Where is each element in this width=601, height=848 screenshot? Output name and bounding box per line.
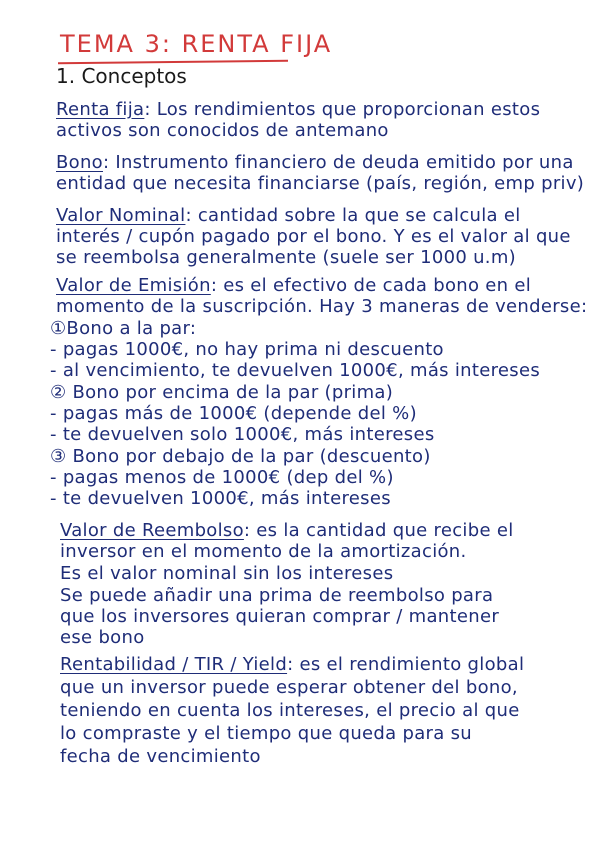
valor-reembolso-line-5: que los inversores quieran comprar / mantener — [60, 606, 500, 627]
rentabilidad-line-2: que un inversor puede esperar obtener del bono, — [60, 677, 518, 698]
valor-reembolso-line-2: inversor en el momento de la amortización. — [60, 541, 467, 562]
option-2-item-2: - te devuelven solo 1000€, más intereses — [50, 424, 435, 445]
option-1-heading: ①Bono a la par: — [50, 318, 197, 339]
option-3-item-2: - te devuelven 1000€, más intereses — [50, 488, 391, 509]
section-heading: 1. Conceptos — [56, 64, 187, 88]
valor-reembolso-line-4: Se puede añadir una prima de reembolso para — [60, 585, 494, 606]
valor-emision-term: Valor de Emisión — [56, 275, 211, 296]
option-3-item-1: - pagas menos de 1000€ (dep del %) — [50, 467, 394, 488]
valor-reembolso-line-6: ese bono — [60, 627, 145, 648]
valor-reembolso-line-1: Valor de Reembolso: es la cantidad que recibe el — [60, 520, 514, 541]
renta-fija-line-1: Renta fija: Los rendimientos que proporcionan estos — [56, 99, 541, 120]
valor-reembolso-term: Valor de Reembolso — [60, 520, 244, 541]
option-1-item-1: - pagas 1000€, no hay prima ni descuento — [50, 339, 444, 360]
option-1-item-2: - al vencimiento, te devuelven 1000€, más intereses — [50, 360, 540, 381]
valor-emision-line-1: Valor de Emisión: es el efectivo de cada bono en el — [56, 275, 532, 296]
option-2-item-1: - pagas más de 1000€ (depende del %) — [50, 403, 417, 424]
option-2-heading: ② Bono por encima de la par (prima) — [50, 382, 394, 403]
valor-reembolso-line-3: Es el valor nominal sin los intereses — [60, 563, 394, 584]
renta-fija-line-2: activos son conocidos de antemano — [56, 120, 389, 141]
valor-emision-line-2: momento de la suscripción. Hay 3 maneras de venderse: — [56, 296, 588, 317]
option-3-heading: ③ Bono por debajo de la par (descuento) — [50, 446, 431, 467]
rentabilidad-line-1: Rentabilidad / TIR / Yield: es el rendimiento global — [60, 654, 525, 675]
bono-term: Bono — [56, 152, 103, 173]
valor-nominal-term: Valor Nominal — [56, 205, 186, 226]
rentabilidad-line-4: lo compraste y el tiempo que queda para su — [60, 723, 472, 744]
rentabilidad-term: Rentabilidad / TIR / Yield — [60, 654, 288, 675]
valor-nominal-line-1: Valor Nominal: cantidad sobre la que se calcula el — [56, 205, 521, 226]
valor-nominal-line-2: interés / cupón pagado por el bono. Y es el valor al que — [56, 226, 571, 247]
bono-line-2: entidad que necesita financiarse (país, región, emp priv) — [56, 173, 585, 194]
rentabilidad-line-5: fecha de vencimiento — [60, 746, 261, 767]
renta-fija-term: Renta fija — [56, 99, 145, 120]
page-title: TEMA 3: RENTA FIJA — [60, 30, 333, 58]
rentabilidad-line-3: teniendo en cuenta los intereses, el precio al que — [60, 700, 520, 721]
bono-line-1: Bono: Instrumento financiero de deuda emitido por una — [56, 152, 574, 173]
valor-nominal-line-3: se reembolsa generalmente (suele ser 1000 u.m) — [56, 247, 516, 268]
